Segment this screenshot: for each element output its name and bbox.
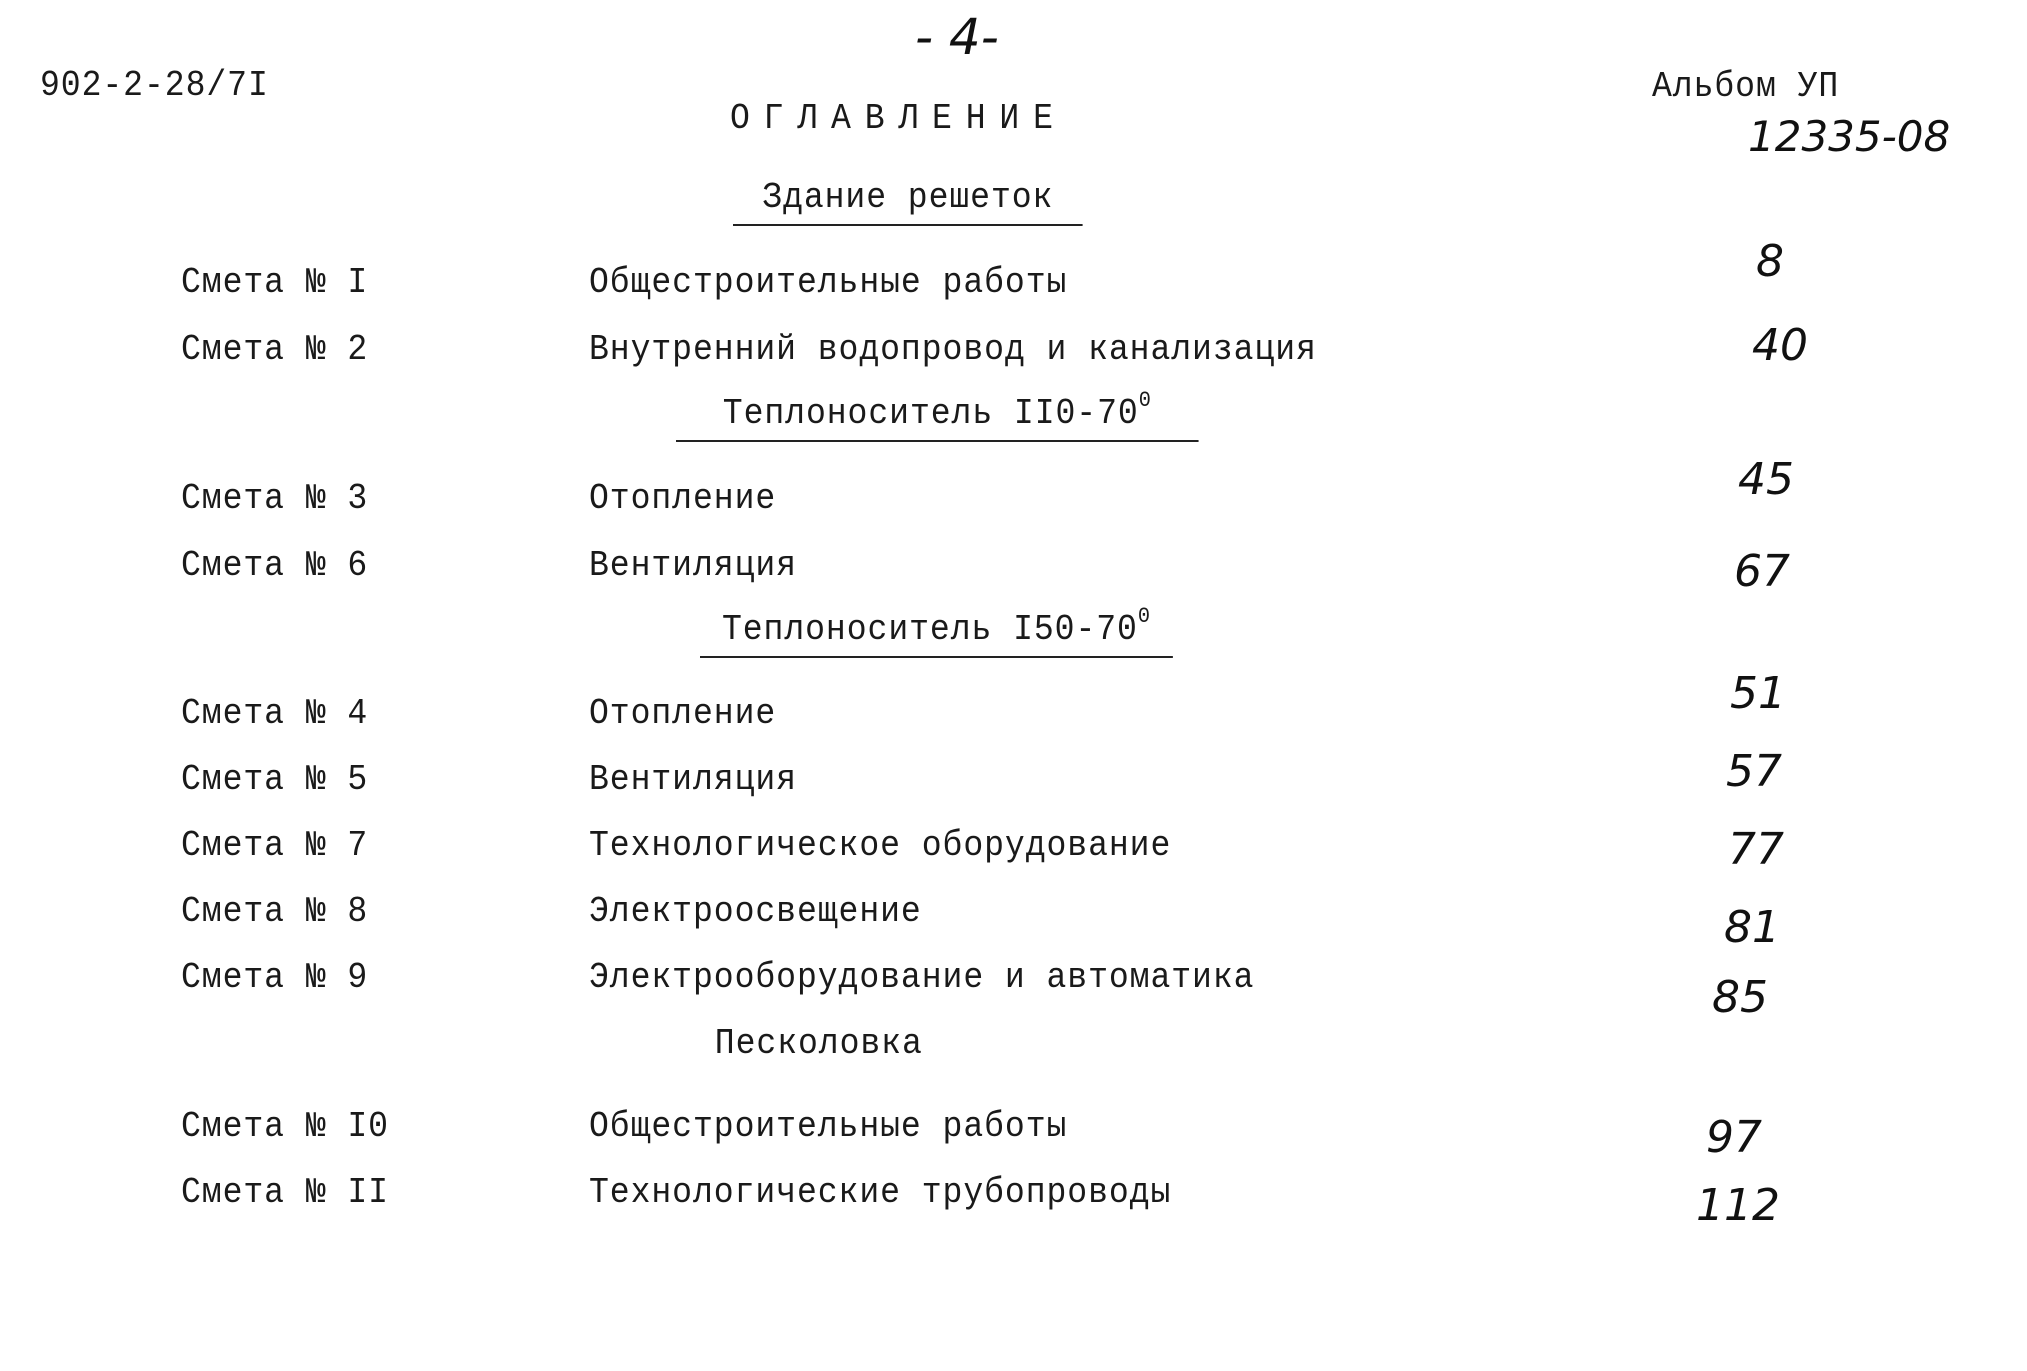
estimate-label: Смета № I0	[181, 1106, 389, 1147]
estimate-title: Отопление	[589, 478, 777, 519]
estimate-title: Технологические трубопроводы	[589, 1172, 1172, 1213]
estimate-page: 112	[1696, 1180, 1780, 1231]
estimate-title: Внутренний водопровод и канализация	[589, 329, 1317, 370]
album-label: Альбом УП	[1652, 66, 1840, 107]
estimate-label: Смета № 3	[181, 478, 369, 519]
estimate-title: Технологическое оборудование	[589, 825, 1172, 866]
estimate-page: 81	[1724, 902, 1780, 953]
section-title-text: Здание решеток	[762, 177, 1054, 218]
section-title-text: Теплоноситель I50-70	[721, 609, 1138, 650]
page-number: - 4-	[915, 8, 999, 66]
document-code: 902-2-28/7I	[40, 65, 269, 106]
estimate-title: Отопление	[589, 693, 777, 734]
estimate-title: Общестроительные работы	[589, 1106, 1068, 1147]
section-title-text: Песколовка	[714, 1023, 923, 1064]
estimate-label: Смета № 7	[181, 825, 369, 866]
estimate-page: 40	[1752, 320, 1808, 371]
estimate-page: 57	[1726, 746, 1782, 797]
estimate-label: Смета № 4	[181, 693, 369, 734]
estimate-page: 85	[1712, 972, 1768, 1023]
section-title-sup: 0	[1138, 388, 1152, 413]
estimate-label: Смета № 8	[181, 891, 369, 932]
estimate-label: Смета № 5	[181, 759, 369, 800]
section-title	[690, 1022, 948, 1070]
estimate-page: 77	[1728, 824, 1784, 875]
estimate-page: 8	[1756, 236, 1784, 287]
section-title	[700, 604, 1173, 658]
section-title	[733, 176, 1083, 226]
toc-title: ОГЛАВЛЕНИЕ	[730, 98, 1067, 139]
estimate-page: 45	[1738, 454, 1794, 505]
estimate-page: 97	[1706, 1112, 1762, 1163]
estimate-title: Вентиляция	[589, 545, 797, 586]
estimate-title: Вентиляция	[589, 759, 797, 800]
estimate-label: Смета № 2	[181, 329, 369, 370]
estimate-label: Смета № I	[181, 262, 369, 303]
estimate-page: 51	[1730, 668, 1786, 719]
estimate-label: Смета № II	[181, 1172, 389, 1213]
estimate-label: Смета № 9	[181, 957, 369, 998]
section-title-text: Теплоноситель II0-70	[722, 393, 1139, 434]
estimate-title: Общестроительные работы	[589, 262, 1068, 303]
estimate-title: Электроосвещение	[589, 891, 922, 932]
album-number: 12335-08	[1748, 112, 1951, 161]
estimate-page: 67	[1734, 546, 1790, 597]
estimate-title: Электрооборудование и автоматика	[589, 957, 1255, 998]
section-title	[676, 388, 1199, 442]
estimate-label: Смета № 6	[181, 545, 369, 586]
section-title-sup: 0	[1137, 604, 1151, 629]
